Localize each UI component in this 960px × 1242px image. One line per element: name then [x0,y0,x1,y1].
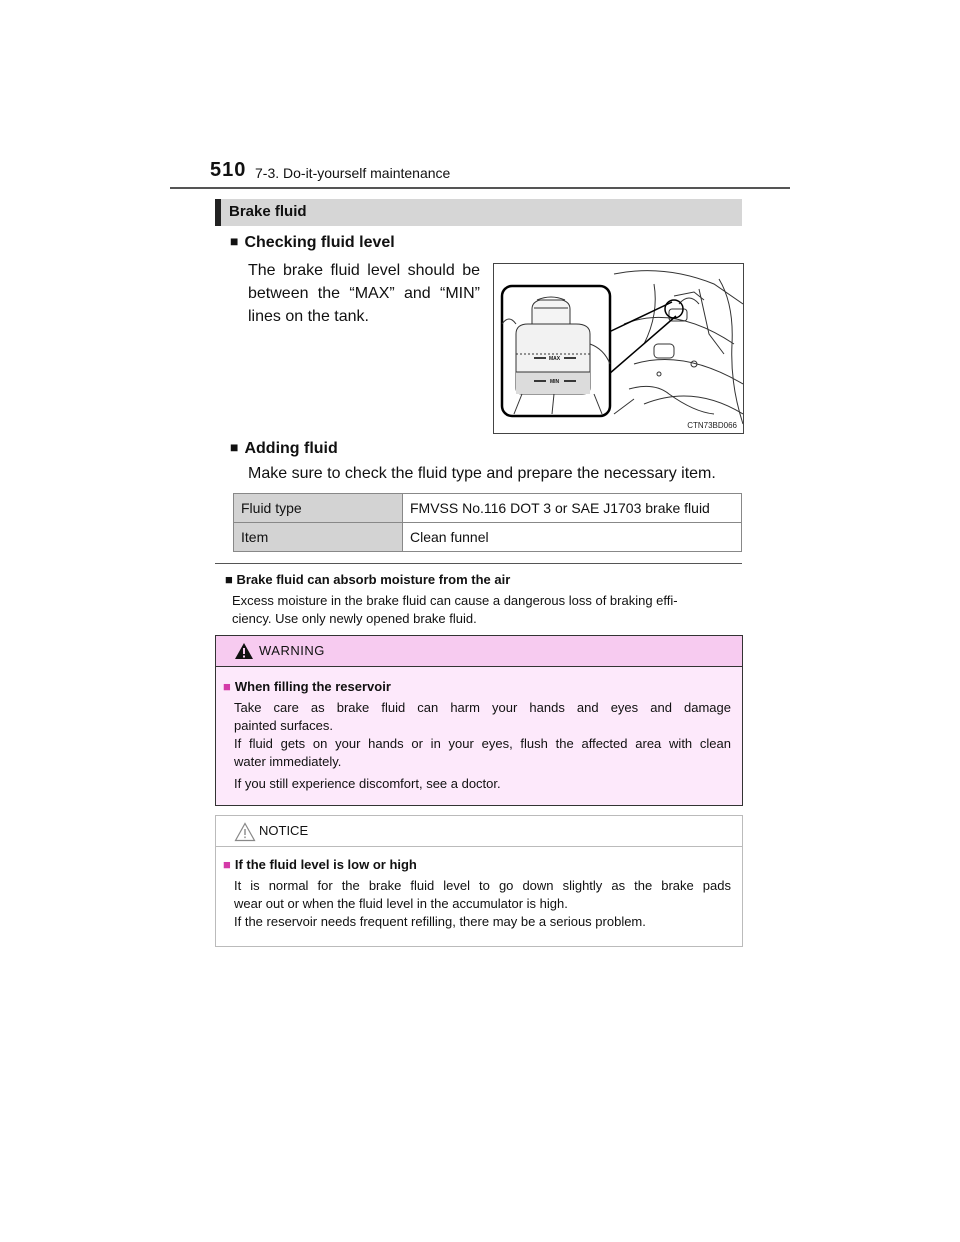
table-row [234,523,742,552]
adding-heading [230,439,338,458]
note-divider [215,563,742,564]
warning-header [216,636,742,667]
table-label-cell: Item [234,523,403,552]
checking-line: between the “MAX” and “MIN” [248,285,480,302]
square-bullet-icon: ■ [230,233,239,249]
checking-line: lines on the tank. [248,308,369,325]
notice-heading-text: If the fluid level is low or high [234,857,417,872]
warning-line: water immediately. [234,754,342,769]
header-rule [170,187,790,189]
table-value-cell: FMVSS No.116 DOT 3 or SAE J1703 brake fluid [403,494,742,523]
note-body [232,592,742,628]
warning-line: If fluid gets on your hands or in your eyes, flush the affected area with clean [234,736,731,751]
page-number: 510 [210,159,247,181]
brake-reservoir-illustration [493,263,744,434]
table-row [234,494,742,523]
checking-line: The brake fluid level should be [248,262,480,279]
table-label-cell: Fluid type [234,494,403,523]
checking-body [248,259,480,328]
warning-body [216,667,742,805]
warning-label: WARNING [259,643,325,658]
caution-triangle-icon [234,822,256,842]
min-label: MIN [550,379,560,385]
adding-heading-text: Adding fluid [244,440,338,457]
warning-heading [223,679,391,694]
engine-bay-drawing [494,264,743,433]
warning-line: Take care as brake fluid can harm your hands and eyes and damage [234,700,731,715]
checking-heading-text: Checking fluid level [244,234,395,251]
section-heading [215,199,742,226]
notice-header [216,816,742,847]
warning-line: If you still experience discomfort, see a doctor. [234,776,501,791]
notice-text [234,877,731,931]
checking-heading [230,233,395,252]
figure-code: CTN73BD066 [687,421,737,430]
table-value-cell: Clean funnel [403,523,742,552]
note-heading: ■ Brake fluid can absorb moisture from the air [225,572,511,587]
notice-line: wear out or when the fluid level in the accumulator is high. [234,896,568,911]
warning-box [215,635,743,806]
section-heading-bar [215,199,221,226]
note-line: ciency. Use only newly opened brake fluid. [232,611,477,626]
square-bullet-icon: ■ [223,679,231,694]
adding-body: Make sure to check the fluid type and prepare the necessary item. [248,465,716,482]
warning-triangle-icon [234,642,254,660]
notice-line: If the reservoir needs frequent refilling, there may be a serious problem. [234,914,646,929]
notice-heading [223,857,417,872]
warning-text [234,699,731,793]
notice-line: It is normal for the brake fluid level to go down slightly as the brake pads [234,878,731,893]
notice-label: NOTICE [259,823,309,838]
warning-line: painted surfaces. [234,718,334,733]
chapter-title: 7-3. Do-it-yourself maintenance [255,165,451,181]
max-label: MAX [549,356,561,362]
note-line: Excess moisture in the brake fluid can cause a dangerous loss of braking effi- [232,593,678,608]
notice-box [215,815,743,947]
square-bullet-icon: ■ [230,439,239,455]
fluid-spec-table [233,493,742,552]
section-heading-text: Brake fluid [229,203,307,220]
square-bullet-icon: ■ [223,857,231,872]
warning-heading-text: When filling the reservoir [234,679,391,694]
